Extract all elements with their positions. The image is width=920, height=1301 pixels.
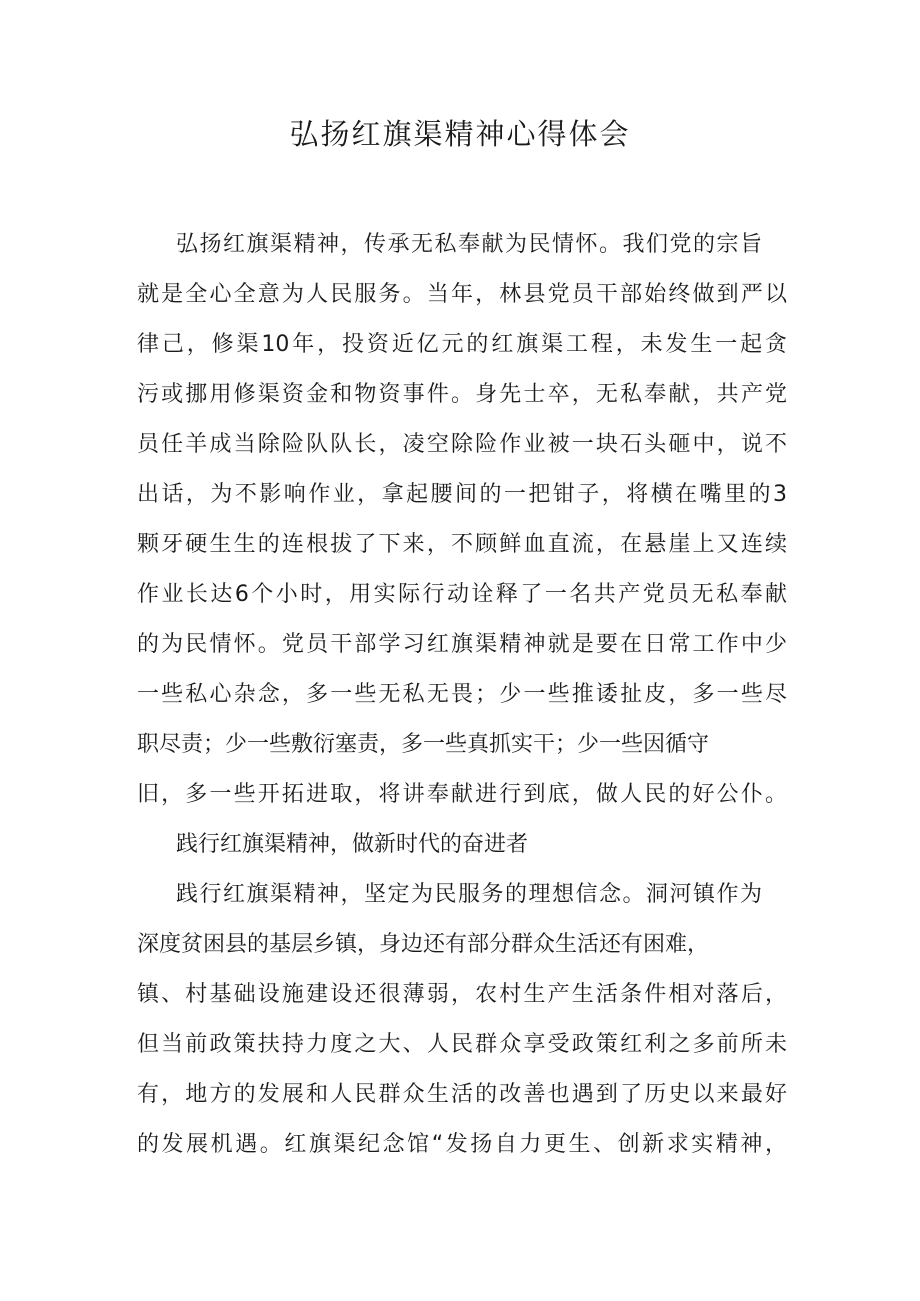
paragraph-line: 弘扬红旗渠精神，传承无私奉献为民情怀。我们党的宗旨: [176, 232, 762, 257]
paragraph-line: 但当前政策扶持力度之大、人民群众享受政策红利之多前所未: [137, 1032, 787, 1057]
paragraph-line: 污或挪用修渠资金和物资事件。身先士卒，无私奉献，共产党: [137, 382, 787, 407]
paragraph-line: 有，地方的发展和人民群众生活的改善也遇到了历史以来最好: [137, 1082, 787, 1107]
paragraph-line: 的为民情怀。党员干部学习红旗渠精神就是要在日常工作中少: [137, 632, 787, 657]
paragraph-line: 践行红旗渠精神，坚定为民服务的理想信念。洞河镇作为: [176, 882, 762, 907]
paragraph-line: 员任羊成当除险队队长，凌空除险作业被一块石头砸中，说不: [137, 432, 787, 457]
paragraph-line: 颗牙硬生生的连根拔了下来，不顾鲜血直流，在悬崖上又连续: [137, 532, 787, 557]
paragraph-line: 的发展机遇。红旗渠纪念馆“发扬自力更生、创新求实精神，: [137, 1132, 787, 1157]
paragraph-line: 律己，修渠10年，投资近亿元的红旗渠工程，未发生一起贪: [137, 332, 787, 357]
page-title: 弘扬红旗渠精神心得体会: [289, 117, 631, 151]
section-heading: 践行红旗渠精神，做新时代的奋进者: [176, 832, 529, 857]
paragraph-line: 就是全心全意为人民服务。当年，林县党员干部始终做到严以: [137, 282, 787, 307]
paragraph-line: 深度贫困县的基层乡镇，身边还有部分群众生活还有困难，: [137, 932, 710, 957]
paragraph-line: 职尽责；少一些敷衍塞责，多一些真抓实干；少一些因循守: [137, 732, 710, 757]
paragraph-line: 作业长达6个小时，用实际行动诠释了一名共产党员无私奉献: [137, 582, 787, 607]
paragraph-line: 旧，多一些开拓进取，将讲奉献进行到底，做人民的好公仆。: [137, 782, 787, 807]
paragraph-line: 一些私心杂念，多一些无私无畏；少一些推诿扯皮，多一些尽: [137, 682, 787, 707]
paragraph-line: 镇、村基础设施建设还很薄弱，农村生产生活条件相对落后，: [137, 982, 787, 1007]
paragraph-line: 出话，为不影响作业，拿起腰间的一把钳子，将横在嘴里的3: [137, 482, 787, 507]
